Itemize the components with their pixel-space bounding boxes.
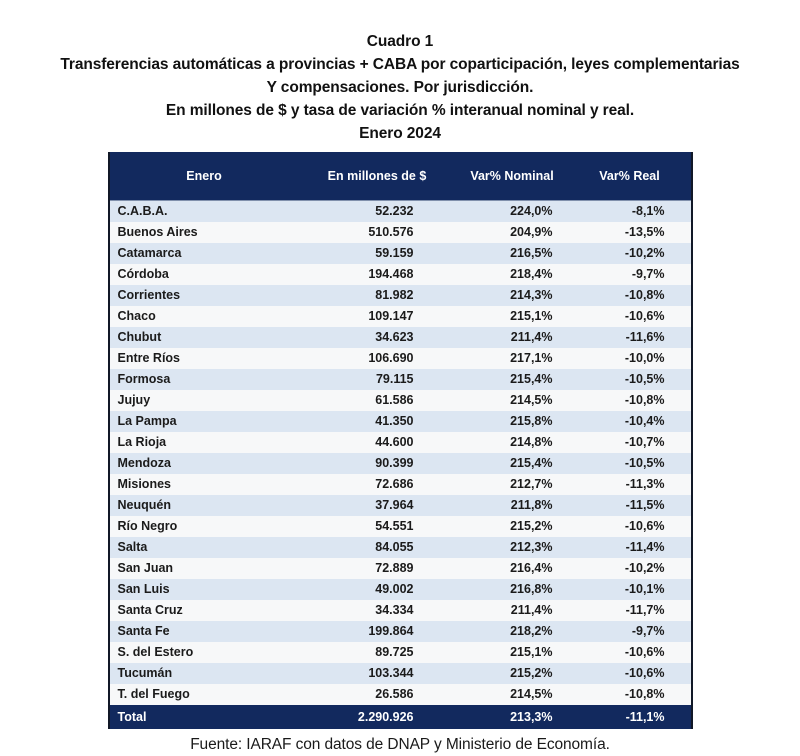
transfers-table [108, 152, 693, 729]
cell-var-nominal: 212,3% [450, 537, 575, 558]
cell-var-real: -9,7% [575, 264, 692, 285]
table-row [109, 327, 692, 348]
table-total-row [109, 705, 692, 729]
cell-var-real: -10,8% [575, 390, 692, 411]
cell-jurisdiction: San Juan [109, 558, 305, 579]
cell-var-real: -10,2% [575, 558, 692, 579]
table-row [109, 453, 692, 474]
table-body [109, 200, 692, 729]
cell-var-real: -10,0% [575, 348, 692, 369]
cell-millions: 34.334 [305, 600, 450, 621]
cell-var-nominal: 214,8% [450, 432, 575, 453]
cell-millions: 52.232 [305, 200, 450, 222]
cell-millions: 44.600 [305, 432, 450, 453]
table-row [109, 684, 692, 706]
cell-var-nominal: 218,2% [450, 621, 575, 642]
table-row [109, 264, 692, 285]
table-row [109, 642, 692, 663]
cell-millions: 106.690 [305, 348, 450, 369]
cell-millions: 26.586 [305, 684, 450, 706]
cell-jurisdiction: La Rioja [109, 432, 305, 453]
cell-var-real: -11,3% [575, 474, 692, 495]
cell-millions: 199.864 [305, 621, 450, 642]
table-row [109, 411, 692, 432]
cell-var-nominal: 215,1% [450, 642, 575, 663]
cell-var-nominal: 211,8% [450, 495, 575, 516]
table-row [109, 516, 692, 537]
cell-var-real: -10,5% [575, 453, 692, 474]
cell-jurisdiction: La Pampa [109, 411, 305, 432]
header-row [109, 152, 692, 200]
cell-jurisdiction: Tucumán [109, 663, 305, 684]
cell-millions: 81.982 [305, 285, 450, 306]
cell-jurisdiction: Chaco [109, 306, 305, 327]
table-header [109, 152, 692, 200]
cell-jurisdiction: Santa Fe [109, 621, 305, 642]
cell-var-real: -10,8% [575, 285, 692, 306]
cell-var-nominal: 216,4% [450, 558, 575, 579]
cell-var-nominal: 218,4% [450, 264, 575, 285]
source-note: Fuente: IARAF con datos de DNAP y Ministerio de Economía. [190, 735, 610, 753]
table-row [109, 348, 692, 369]
cell-total-var-nominal: 213,3% [450, 705, 575, 729]
cell-var-real: -8,1% [575, 200, 692, 222]
cell-var-nominal: 204,9% [450, 222, 575, 243]
cell-millions: 37.964 [305, 495, 450, 516]
table-row [109, 285, 692, 306]
cell-var-real: -11,5% [575, 495, 692, 516]
table-row [109, 600, 692, 621]
cell-var-nominal: 224,0% [450, 200, 575, 222]
cell-var-real: -10,6% [575, 642, 692, 663]
cell-jurisdiction: Chubut [109, 327, 305, 348]
cell-jurisdiction: C.A.B.A. [109, 200, 305, 222]
cell-jurisdiction: Río Negro [109, 516, 305, 537]
cell-millions: 72.889 [305, 558, 450, 579]
cell-var-nominal: 214,5% [450, 390, 575, 411]
cell-millions: 61.586 [305, 390, 450, 411]
cell-var-real: -9,7% [575, 621, 692, 642]
title-block [0, 0, 800, 145]
cell-var-nominal: 214,3% [450, 285, 575, 306]
column-header-var-nominal: Var% Nominal [450, 152, 575, 200]
cell-var-nominal: 215,8% [450, 411, 575, 432]
cell-jurisdiction: Buenos Aires [109, 222, 305, 243]
cell-millions: 72.686 [305, 474, 450, 495]
table-row [109, 537, 692, 558]
cell-jurisdiction: Corrientes [109, 285, 305, 306]
table-row [109, 200, 692, 222]
cell-millions: 49.002 [305, 579, 450, 600]
cell-millions: 194.468 [305, 264, 450, 285]
cell-millions: 41.350 [305, 411, 450, 432]
table-row [109, 579, 692, 600]
table-row [109, 663, 692, 684]
cell-jurisdiction: Catamarca [109, 243, 305, 264]
table-row [109, 474, 692, 495]
cell-var-nominal: 216,8% [450, 579, 575, 600]
cell-jurisdiction: Salta [109, 537, 305, 558]
cell-var-nominal: 215,2% [450, 516, 575, 537]
table-row [109, 306, 692, 327]
cell-var-nominal: 215,1% [450, 306, 575, 327]
cell-var-nominal: 217,1% [450, 348, 575, 369]
cell-var-nominal: 212,7% [450, 474, 575, 495]
table-row [109, 222, 692, 243]
table-row [109, 243, 692, 264]
title-line-2: Transferencias automáticas a provincias + CABA por coparticipación, leyes complementarias [60, 56, 740, 73]
cell-millions: 90.399 [305, 453, 450, 474]
cell-total-label: Total [109, 705, 305, 729]
title-period: Enero 2024 [359, 125, 441, 142]
cell-millions: 89.725 [305, 642, 450, 663]
cell-millions: 103.344 [305, 663, 450, 684]
table-row [109, 621, 692, 642]
cell-millions: 79.115 [305, 369, 450, 390]
cell-millions: 510.576 [305, 222, 450, 243]
cell-jurisdiction: Neuquén [109, 495, 305, 516]
cell-jurisdiction: Santa Cruz [109, 600, 305, 621]
cell-jurisdiction: Jujuy [109, 390, 305, 411]
table-row [109, 369, 692, 390]
table-row [109, 432, 692, 453]
cell-var-nominal: 215,2% [450, 663, 575, 684]
table-row [109, 495, 692, 516]
cell-var-real: -10,6% [575, 516, 692, 537]
cell-jurisdiction: Entre Ríos [109, 348, 305, 369]
column-header-millions: En millones de $ [305, 152, 450, 200]
cell-var-nominal: 214,5% [450, 684, 575, 706]
cell-jurisdiction: San Luis [109, 579, 305, 600]
table-row [109, 558, 692, 579]
cell-var-real: -10,2% [575, 243, 692, 264]
cell-var-real: -10,8% [575, 684, 692, 706]
cell-jurisdiction: T. del Fuego [109, 684, 305, 706]
cell-millions: 34.623 [305, 327, 450, 348]
cell-var-real: -11,7% [575, 600, 692, 621]
cell-jurisdiction: Córdoba [109, 264, 305, 285]
cell-jurisdiction: Mendoza [109, 453, 305, 474]
table-container [108, 152, 693, 729]
cell-var-real: -11,6% [575, 327, 692, 348]
cell-total-var-real: -11,1% [575, 705, 692, 729]
cell-var-real: -11,4% [575, 537, 692, 558]
title-line-4: En millones de $ y tasa de variación % interanual nominal y real. [165, 102, 635, 119]
cell-millions: 54.551 [305, 516, 450, 537]
cell-jurisdiction: S. del Estero [109, 642, 305, 663]
cell-var-nominal: 215,4% [450, 453, 575, 474]
title-line-3: Y compensaciones. Por jurisdicción. [266, 79, 534, 96]
cell-var-real: -10,7% [575, 432, 692, 453]
cell-millions: 109.147 [305, 306, 450, 327]
cell-total-millions: 2.290.926 [305, 705, 450, 729]
cell-millions: 84.055 [305, 537, 450, 558]
cell-var-nominal: 216,5% [450, 243, 575, 264]
cell-var-nominal: 211,4% [450, 327, 575, 348]
cell-var-real: -10,1% [575, 579, 692, 600]
table-row [109, 390, 692, 411]
cell-var-nominal: 211,4% [450, 600, 575, 621]
cell-var-real: -10,5% [575, 369, 692, 390]
cell-jurisdiction: Formosa [109, 369, 305, 390]
column-header-var-real: Var% Real [575, 152, 692, 200]
cell-jurisdiction: Misiones [109, 474, 305, 495]
table-number-heading: Cuadro 1 [366, 33, 434, 50]
column-header-jurisdiction: Enero [109, 152, 305, 200]
cell-var-real: -10,6% [575, 306, 692, 327]
cell-var-real: -10,6% [575, 663, 692, 684]
cell-var-nominal: 215,4% [450, 369, 575, 390]
cell-millions: 59.159 [305, 243, 450, 264]
cell-var-real: -10,4% [575, 411, 692, 432]
cell-var-real: -13,5% [575, 222, 692, 243]
